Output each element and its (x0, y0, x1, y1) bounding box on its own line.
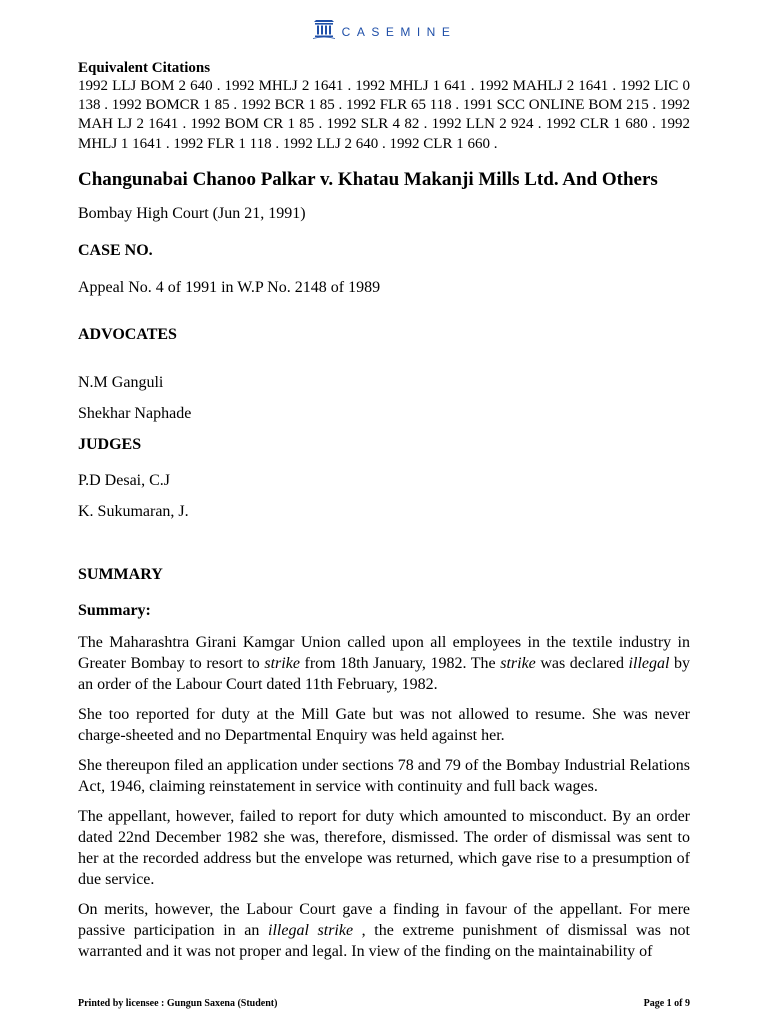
printed-by-text: Printed by licensee : Gungun Saxena (Student) (78, 998, 278, 1009)
judges-label: JUDGES (78, 435, 142, 453)
emphasis: strike (317, 921, 354, 939)
advocate-name: Shekhar Naphade (78, 404, 192, 422)
judge-name: P.D Desai, C.J (78, 471, 171, 489)
citations-list: 1992 LLJ BOM 2 640 . 1992 MHLJ 2 1641 . 1992 MHLJ 1 641 . 1992 MAHLJ 2 1641 . 1992 LIC 0 138 . 1992 BOMCR 1 85 . 1992 BCR 1 85 . 1992 FLR 65 118 . 1991 SCC ONLINE BOM 215 . 1992 MAH LJ 2 1641 . 1992 BOM CR 1 85 . 1992 SLR 4 82 . 1992 LLN 2 924 . 1992 CLR 1 680 . 1992 MHLJ 1 1641 . 1992 FLR 1 118 . 1992 LLJ 2 640 . 1992 CLR 1 660 . (78, 78, 690, 152)
citations-heading: Equivalent Citations (78, 60, 211, 76)
emphasis: illegal (628, 654, 670, 672)
case-no-label: CASE NO. (78, 241, 153, 259)
summary-sub-label: Summary: (78, 601, 151, 619)
summary-paragraph: On merits, however, the Labour Court gave a finding in favour of the appellant. For mere passive participation in an illegal strike , the extreme punishment of dismissal was not warranted and it was not proper and legal. In view of the finding on the maintainability of (78, 900, 690, 960)
emphasis: strike (500, 654, 536, 672)
summary-paragraph: She too reported for duty at the Mill Gate but was not allowed to resume. She was never charge-sheeted and no Departmental Enquiry was held against her. (78, 705, 690, 744)
summary-label: SUMMARY (78, 565, 163, 583)
summary-paragraph: She thereupon filed an application under sections 78 and 79 of the Bombay Industrial Relations Act, 1946, claiming reinstatement in service with continuity and full back wages. (78, 756, 690, 795)
court-and-date: Bombay High Court (Jun 21, 1991) (78, 204, 306, 222)
summary-paragraph: The appellant, however, failed to report for duty which amounted to misconduct. By an order dated 22nd December 1982 she was, therefore, dismissed. The order of dismissal was sent to her at the recorded address but the envelope was returned, which gave rise to a presumption of due service. (78, 807, 690, 888)
page-number: Page 1 of 9 (643, 998, 690, 1009)
emphasis: illegal (268, 921, 309, 939)
case-title: Changunabai Chanoo Palkar v. Khatau Makanji Mills Ltd. And Others (78, 168, 658, 190)
document-body (78, 59, 690, 962)
advocates-label: ADVOCATES (78, 325, 177, 343)
logo-text: CASEMINE (341, 24, 457, 39)
emphasis: strike (264, 654, 300, 672)
summary-paragraph: The Maharashtra Girani Kamgar Union called upon all employees in the textile industry in Greater Bombay to resort to strike from 18th January, 1982. The strike was declared illegal by an order of the Labour Court dated 11th February, 1982. (78, 633, 691, 693)
casemine-logo (0, 17, 768, 46)
advocate-name: N.M Ganguli (78, 373, 164, 391)
courthouse-icon (312, 17, 336, 46)
page-footer (78, 998, 690, 1009)
judge-name: K. Sukumaran, J. (78, 502, 189, 520)
case-no-value: Appeal No. 4 of 1991 in W.P No. 2148 of 1989 (78, 278, 381, 296)
